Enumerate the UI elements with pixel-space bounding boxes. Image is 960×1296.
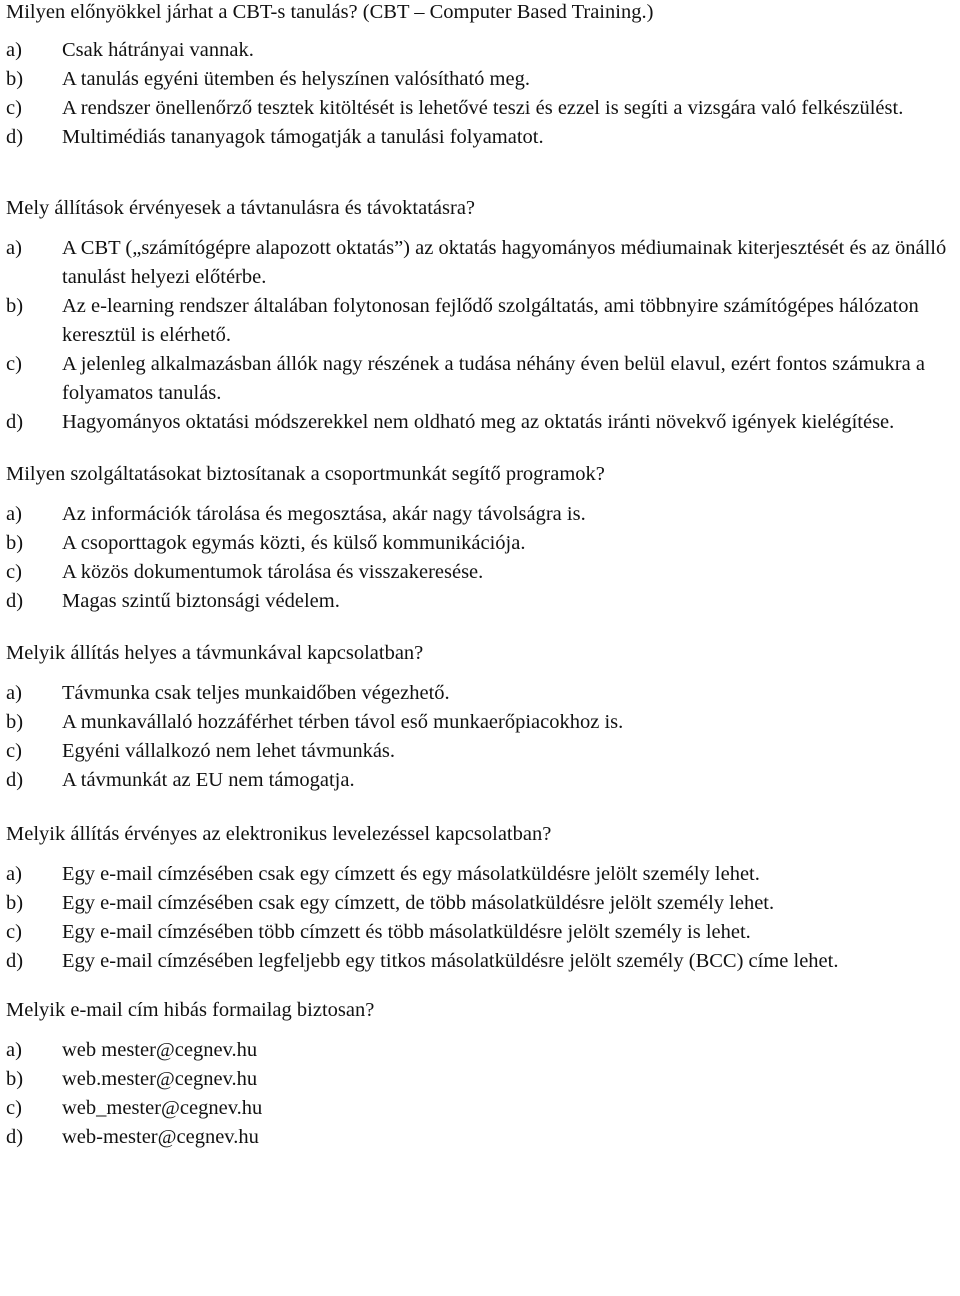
answer-option-c	[6, 918, 956, 947]
document-page	[6, 0, 956, 1152]
answer-options	[6, 1036, 956, 1152]
option-text: Egy e-mail címzésében legfeljebb egy titkos másolatküldésre jelölt személy (BCC) címe lehet.	[62, 950, 839, 972]
option-text: A közös dokumentumok tárolása és visszakeresése.	[62, 561, 484, 583]
spacer	[6, 795, 956, 820]
answer-option-b	[6, 889, 956, 918]
answer-option-c	[6, 737, 956, 766]
answer-options	[6, 234, 956, 437]
option-letter: d)	[6, 590, 24, 612]
option-text: Multimédiás tananyagok támogatják a tanulási folyamatot.	[62, 126, 544, 148]
answer-option-a	[6, 679, 956, 708]
option-text: Az e-learning rendszer általában folytonosan fejlődő szolgáltatás, ami többnyire számítógépes hálózaton keresztül is elérhető.	[62, 295, 919, 346]
answer-options	[6, 860, 956, 976]
answer-option-c	[6, 558, 956, 587]
option-letter: a)	[6, 503, 22, 525]
question-3	[6, 460, 956, 616]
question-4	[6, 639, 956, 795]
answer-option-b	[6, 1065, 956, 1094]
spacer	[6, 437, 956, 460]
question-6	[6, 996, 956, 1152]
answer-options	[6, 36, 956, 152]
option-text: A távmunkát az EU nem támogatja.	[62, 769, 355, 791]
option-text: Távmunka csak teljes munkaidőben végezhető.	[62, 682, 450, 704]
option-letter: a)	[6, 39, 22, 61]
option-letter: d)	[6, 126, 24, 148]
spacer	[6, 616, 956, 639]
option-letter: a)	[6, 863, 22, 885]
answer-option-a	[6, 860, 956, 889]
option-text: A rendszer önellenőrző tesztek kitöltését is lehetővé teszi és ezzel is segíti a vizsgára való felkészülést.	[62, 97, 904, 119]
option-text: A csoporttagok egymás közti, és külső kommunikációja.	[62, 532, 526, 554]
option-letter: d)	[6, 1126, 24, 1148]
answer-option-c	[6, 350, 956, 408]
answer-option-c	[6, 94, 956, 123]
option-text: A jelenleg alkalmazásban állók nagy részének a tudása néhány éven belül elavul, ezért fontos számukra a folyamatos tanulás.	[62, 353, 925, 404]
option-letter: c)	[6, 561, 22, 583]
option-text: Egy e-mail címzésében több címzett és több másolatküldésre jelölt személy is lehet.	[62, 921, 751, 943]
question-2	[6, 194, 956, 437]
answer-option-b	[6, 65, 956, 94]
option-letter: b)	[6, 892, 24, 914]
answer-option-d	[6, 766, 956, 795]
answer-option-b	[6, 708, 956, 737]
option-text: Csak hátrányai vannak.	[62, 39, 254, 61]
option-letter: b)	[6, 532, 24, 554]
spacer	[6, 152, 956, 194]
option-text: A tanulás egyéni ütemben és helyszínen valósítható meg.	[62, 68, 530, 90]
question-text: Melyik állítás helyes a távmunkával kapcsolatban?	[6, 642, 424, 664]
option-text: Egy e-mail címzésében csak egy címzett, de több másolatküldésre jelölt személy lehet.	[62, 892, 775, 914]
option-letter: a)	[6, 1039, 22, 1061]
option-letter: b)	[6, 295, 24, 317]
question-5	[6, 820, 956, 976]
answer-options	[6, 679, 956, 795]
answer-option-a	[6, 500, 956, 529]
answer-options	[6, 500, 956, 616]
option-letter: c)	[6, 1097, 22, 1119]
answer-option-d	[6, 1123, 956, 1152]
option-letter: a)	[6, 237, 22, 259]
spacer	[6, 976, 956, 996]
option-text: web-mester@cegnev.hu	[62, 1126, 259, 1148]
question-text: Melyik e-mail cím hibás formailag biztosan?	[6, 999, 375, 1021]
option-text: Magas szintű biztonsági védelem.	[62, 590, 340, 612]
answer-option-b	[6, 529, 956, 558]
answer-option-b	[6, 292, 956, 350]
option-letter: b)	[6, 68, 24, 90]
question-text: Mely állítások érvényesek a távtanulásra és távoktatásra?	[6, 197, 476, 219]
option-text: Egyéni vállalkozó nem lehet távmunkás.	[62, 740, 396, 762]
option-text: web.mester@cegnev.hu	[62, 1068, 258, 1090]
option-text: A munkavállaló hozzáférhet térben távol eső munkaerőpiacokhoz is.	[62, 711, 624, 733]
option-letter: d)	[6, 950, 24, 972]
option-letter: a)	[6, 682, 22, 704]
answer-option-d	[6, 587, 956, 616]
option-text: A CBT („számítógépre alapozott oktatás”) az oktatás hagyományos médiumainak kiterjesztését és az önálló tanulást helyezi előtérbe.	[62, 237, 947, 288]
option-letter: b)	[6, 711, 24, 733]
question-text: Milyen szolgáltatásokat biztosítanak a csoportmunkát segítő programok?	[6, 463, 605, 485]
answer-option-a	[6, 234, 956, 292]
question-text: Melyik állítás érvényes az elektronikus levelezéssel kapcsolatban?	[6, 823, 552, 845]
question-1	[6, 0, 956, 152]
answer-option-a	[6, 36, 956, 65]
option-text: Hagyományos oktatási módszerekkel nem oldható meg az oktatás iránti növekvő igények kielégítése.	[62, 411, 895, 433]
option-letter: c)	[6, 97, 22, 119]
option-letter: c)	[6, 353, 22, 375]
answer-option-c	[6, 1094, 956, 1123]
option-letter: d)	[6, 411, 24, 433]
question-text: Milyen előnyökkel járhat a CBT-s tanulás? (CBT – Computer Based Training.)	[6, 1, 654, 23]
answer-option-d	[6, 408, 956, 437]
option-text: web mester@cegnev.hu	[62, 1039, 258, 1061]
option-letter: b)	[6, 1068, 24, 1090]
answer-option-d	[6, 947, 956, 976]
option-letter: d)	[6, 769, 24, 791]
option-text: web_mester@cegnev.hu	[62, 1097, 263, 1119]
answer-option-a	[6, 1036, 956, 1065]
option-letter: c)	[6, 740, 22, 762]
option-text: Egy e-mail címzésében csak egy címzett és egy másolatküldésre jelölt személy lehet.	[62, 863, 760, 885]
option-text: Az információk tárolása és megosztása, akár nagy távolságra is.	[62, 503, 586, 525]
option-letter: c)	[6, 921, 22, 943]
answer-option-d	[6, 123, 956, 152]
